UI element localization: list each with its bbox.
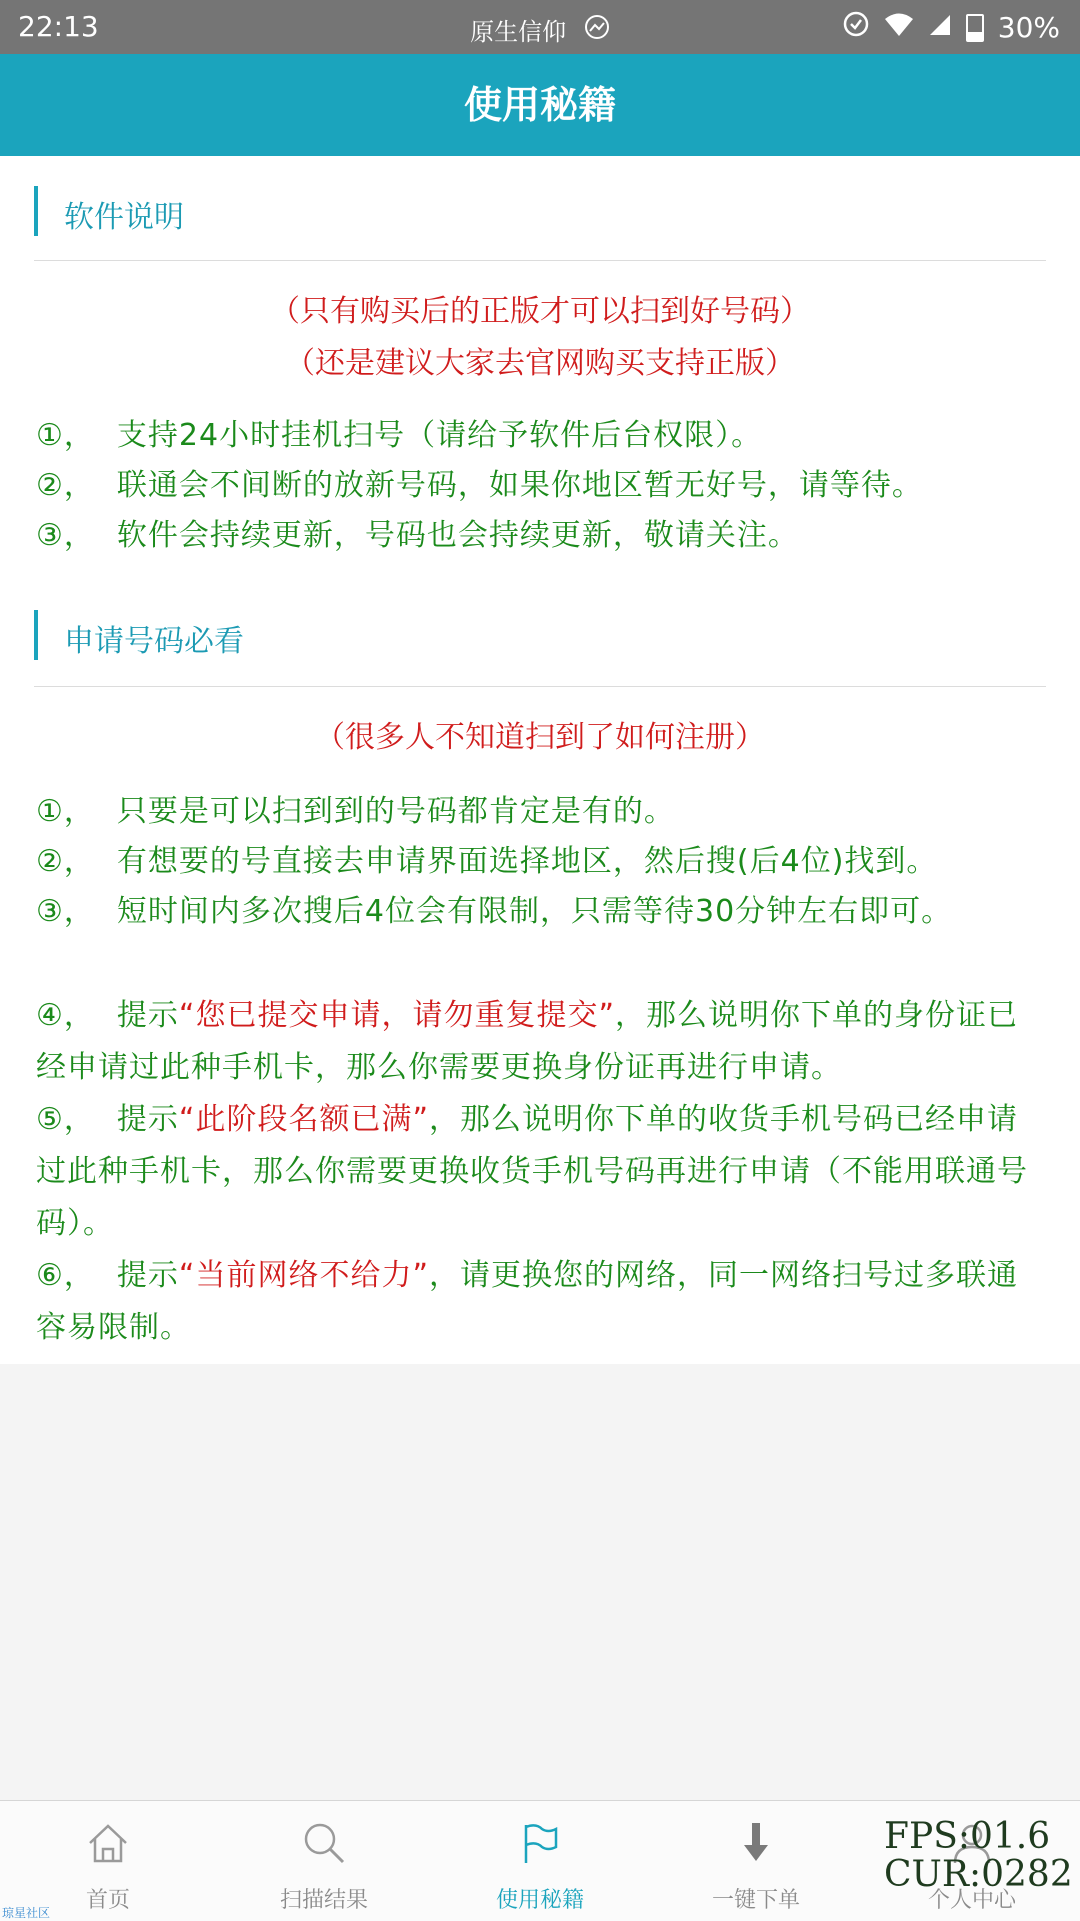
flag-icon	[518, 1821, 562, 1865]
list-item: ③， 软件会持续更新，号码也会持续更新，敬请关注。	[36, 518, 799, 553]
list-item: ②， 有想要的号直接去申请界面选择地区，然后搜(后4位)找到。	[36, 844, 938, 879]
section-accent-bar	[34, 186, 38, 236]
signal-icon	[928, 11, 952, 44]
battery-icon	[966, 14, 984, 42]
notification-icon	[584, 14, 610, 46]
section-heading: 申请号码必看	[64, 624, 244, 659]
tab-label: 首页	[85, 1888, 130, 1913]
tab-label: 使用秘籍	[495, 1888, 584, 1913]
divider	[34, 686, 1046, 687]
list-item: ①， 支持24小时挂机扫号（请给予软件后台权限）。	[36, 418, 763, 453]
tab-quick-order[interactable]	[648, 1801, 864, 1921]
watermark: 琼星社区	[2, 1906, 51, 1920]
tab-label: 扫描结果	[279, 1888, 368, 1913]
divider	[34, 260, 1046, 261]
sync-icon	[842, 10, 870, 45]
tab-label: 个人中心	[927, 1888, 1016, 1913]
section-accent-bar	[34, 610, 38, 660]
battery-level: 30%	[997, 11, 1060, 44]
content-card	[0, 156, 1080, 1364]
tab-label: 一键下单	[711, 1888, 800, 1913]
list-item: ⑥， 提示“当前网络不给力”，请更换您的网络，同一网络扫号过多联通容易限制。	[36, 1258, 1018, 1345]
list-item: ①， 只要是可以扫到到的号码都肯定是有的。	[36, 794, 675, 829]
status-bar	[0, 0, 1080, 54]
cur-readout: CUR:0282	[884, 1854, 1073, 1895]
tab-scan-results[interactable]	[216, 1801, 432, 1921]
tab-tips[interactable]	[432, 1801, 648, 1921]
wifi-icon	[884, 11, 914, 44]
note-line: （只有购买后的正版才可以扫到好号码）	[270, 294, 810, 329]
list-item: ④， 提示“您已提交申请，请勿重复提交”，那么说明你下单的身份证已经申请过此种手机卡，那么你需要更换身份证再进行申请。	[36, 998, 1018, 1085]
note-line: （还是建议大家去官网购买支持正版）	[285, 346, 795, 381]
list-item: ③， 短时间内多次搜后4位会有限制，只需等待30分钟左右即可。	[36, 894, 953, 929]
status-time: 22:13	[18, 10, 99, 43]
status-center-text: 原生信仰	[470, 18, 567, 46]
fps-overlay	[884, 1818, 1073, 1894]
section-heading: 软件说明	[64, 200, 184, 235]
note-line: （很多人不知道扫到了如何注册）	[315, 720, 765, 755]
tab-home[interactable]	[0, 1801, 216, 1921]
search-icon	[302, 1821, 346, 1865]
download-arrow-icon	[734, 1821, 778, 1865]
list-item: ⑤， 提示“此阶段名额已满”，那么说明你下单的收货手机号码已经申请过此种手机卡，那么你需要更换收货手机号码再进行申请（不能用联通号码）。	[36, 1102, 1028, 1241]
page-title: 使用秘籍	[0, 54, 1080, 156]
list-item: ②， 联通会不间断的放新号码，如果你地区暂无好号，请等待。	[36, 468, 923, 503]
status-right	[842, 10, 1060, 45]
home-icon	[86, 1821, 130, 1865]
fps-readout: FPS:01.6	[884, 1816, 1051, 1857]
